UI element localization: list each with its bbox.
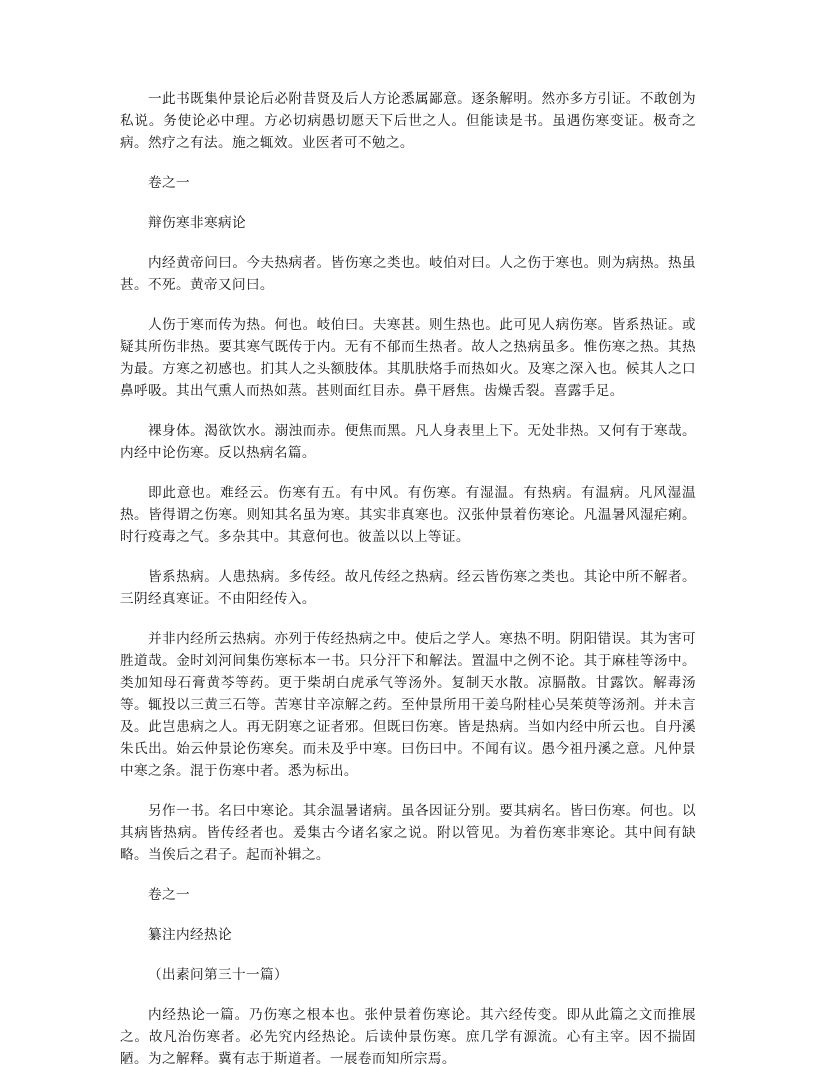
paragraph: 并非内经所云热病。亦列于传经热病之中。使后之学人。寒热不明。阴阳错误。其为害可胜道哉。金时刘河间集伤寒标本一书。只分汗下和解法。置温中之例不论。其于麻桂等汤中。类加知母石膏黄芩等药。更于柴胡白虎承气等汤外。复制天水散。凉膈散。甘露饮。解毒汤等。辄投以三黄三石等。苦寒甘辛凉解之药。至仲景所用干姜乌附桂心吴茱萸等汤剂。并未言及。此岂患病之人。再无阴寒之证者邪。但既曰伤寒。皆是热病。当如内经中所云也。自丹溪朱氏出。始云仲景论伤寒矣。而未及乎中寒。曰伤曰中。不闻有议。愚今祖丹溪之意。凡仲景中寒之条。混于伤寒中者。悉为标出。 [120,631,696,779]
volume-heading: 卷之一 [148,887,190,903]
section-title: 辩伤寒非寒病论 [148,215,246,231]
paragraph: 人伤于寒而传为热。何也。岐伯曰。夫寒甚。则生热也。此可见人病伤寒。皆系热证。或疑其所伤非热。要其寒气既传于内。无有不郁而生热者。故人之热病虽多。惟伤寒之热。其热为最。方寒之初感也。扪其人之头额肢体。其肌肤烙手而热如火。及寒之深入也。候其人之口鼻呼吸。其出气熏人而热如蒸。甚则面红目赤。鼻干唇焦。齿燥舌裂。喜露手足。 [120,317,696,399]
paragraph: 即此意也。难经云。伤寒有五。有中风。有伤寒。有湿温。有热病。有温病。凡风湿温热。皆得谓之伤寒。则知其名虽为寒。其实非真寒也。汉张仲景着伤寒论。凡温暑风湿疟痢。时行疫毒之气。多杂其中。其意何也。彼盖以以上等证。 [120,485,696,545]
section-title: 纂注内经热论 [148,927,232,943]
volume-heading: 卷之一 [148,175,190,191]
paragraph: 裸身体。渴欲饮水。溺浊而赤。便焦而黑。凡人身表里上下。无处非热。又何有于寒哉。内经中论伤寒。反以热病名篇。 [120,423,696,461]
source-note: （出素问第三十一篇） [148,967,288,983]
paragraph: 另作一书。名曰中寒论。其余温暑诸病。虽各因证分别。要其病名。皆曰伤寒。何也。以其病皆热病。皆传经者也。爰集古今诸名家之说。附以管见。为着伤寒非寒论。其中间有缺略。当俟后之君子。起而补辑之。 [120,803,696,863]
paragraph: 内经热论一篇。乃伤寒之根本也。张仲景着伤寒论。其六经传变。即从此篇之文而推展之。故凡治伤寒者。必先究内经热论。后读仲景伤寒。庶几学有源流。心有主宰。因不揣固陋。为之解释。冀有志于斯道者。一展卷而知所宗焉。 [120,1007,696,1067]
document-body [120,88,696,1088]
paragraph: 皆系热病。人患热病。多传经。故凡传经之热病。经云皆伤寒之类也。其论中所不解者。三阴经真寒证。不由阳经传入。 [120,569,696,607]
paragraph: 内经黄帝问曰。今夫热病者。皆伤寒之类也。岐伯对曰。人之伤于寒也。则为病热。热虽甚。不死。黄帝又问曰。 [120,255,696,293]
paragraph-preface: 一此书既集仲景论后必附昔贤及后人方论悉属鄙意。逐条解明。然亦多方引证。不敢创为私说。务使论必中理。方必切病愚切愿天下后世之人。但能读是书。虽遇伤寒变证。极奇之病。然疗之有法。施之辄效。业医者可不勉之。 [120,91,696,151]
